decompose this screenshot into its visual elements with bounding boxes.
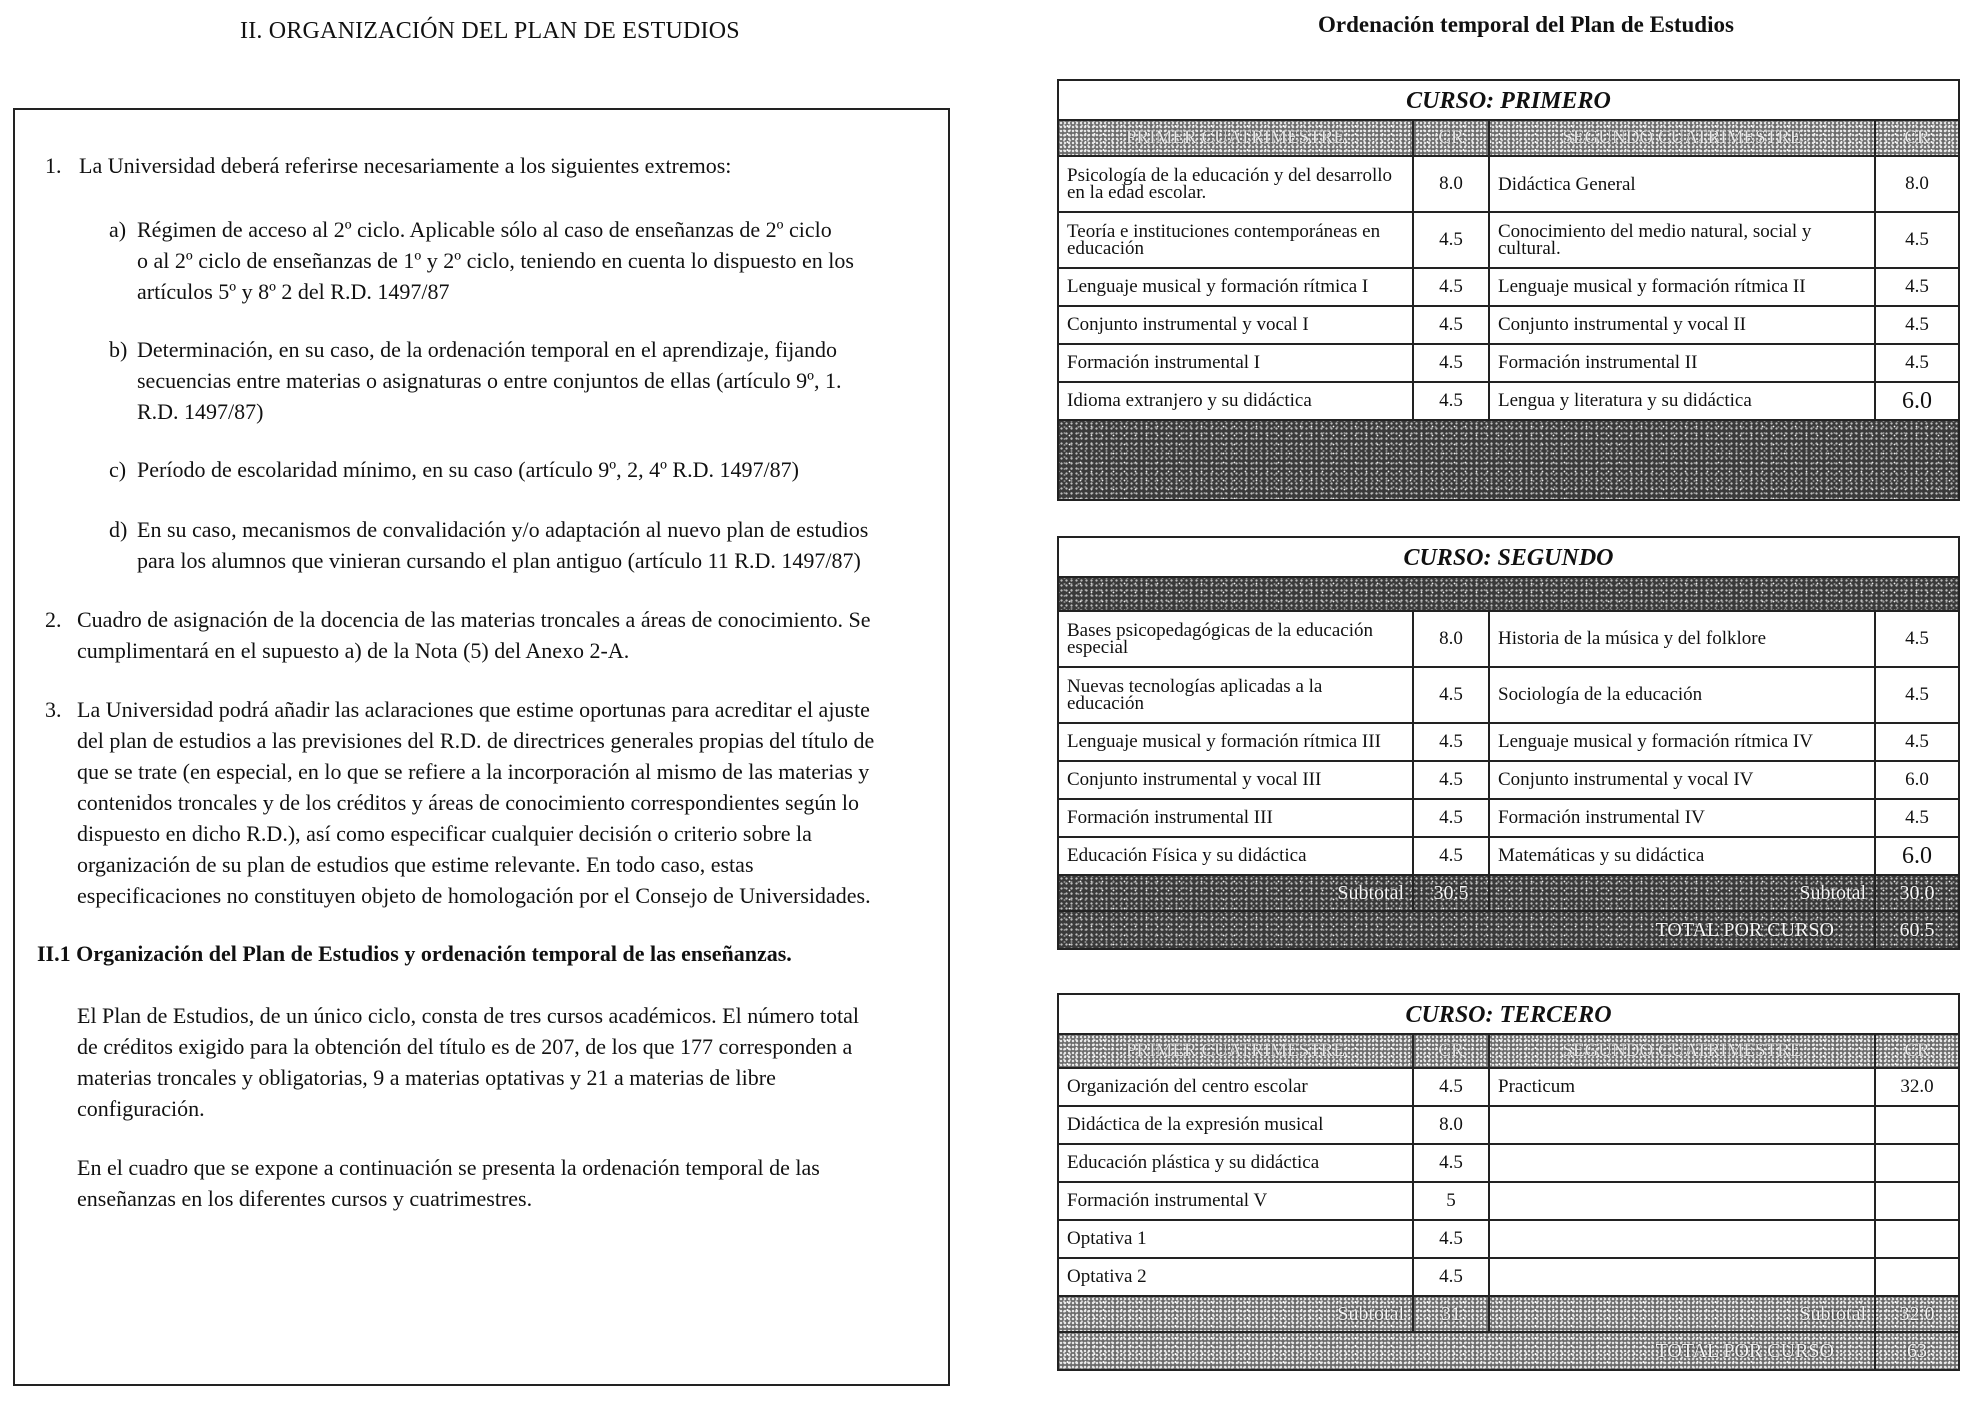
subject-cell: Didáctica General — [1490, 157, 1876, 211]
subject-cell: Formación instrumental II — [1490, 345, 1876, 381]
item-1-text: La Universidad deberá referirse necesariamente a los siguientes extremos: — [79, 153, 732, 178]
subtotal-value: 30.0 — [1899, 881, 1935, 904]
credit-cell — [1876, 1221, 1958, 1257]
table-row — [1059, 1221, 1958, 1259]
credit-cell: 8.0 — [1905, 173, 1929, 194]
subject-cell: Lenguaje musical y formación rítmica IV — [1490, 724, 1876, 760]
subitem-b-line-1: Determinación, en su caso, de la ordenación temporal en el aprendizaje, fijando — [137, 337, 838, 362]
table-row — [1059, 307, 1958, 345]
subitem-b-line-2: secuencias entre materias o asignaturas o entre conjuntos de ellas (artículo 9º, 1. — [137, 368, 842, 393]
totals-band — [1059, 421, 1958, 499]
subject-cell: Idioma extranjero y su didáctica — [1059, 383, 1414, 419]
right-page-title: Ordenación temporal del Plan de Estudios — [1318, 12, 1734, 37]
paragraph-2-line: enseñanzas en los diferentes cursos y cuatrimestres. — [77, 1186, 533, 1211]
credit-cell: 4.5 — [1905, 628, 1929, 649]
subject-cell: Organización del centro escolar — [1059, 1069, 1414, 1105]
subject-cell: Optativa 1 — [1059, 1221, 1414, 1257]
item-1-number: 1. — [45, 153, 62, 178]
subtotal-label: Subtotal — [1490, 1297, 1876, 1331]
subject-cell: Optativa 2 — [1059, 1259, 1414, 1295]
credit-cell: 4.5 — [1414, 383, 1490, 419]
second-semester-header: SEGUNDO CUATRIMESTRE — [1490, 1035, 1876, 1067]
credit-cell: 4.5 — [1414, 1145, 1490, 1181]
subject-cell: Matemáticas y su didáctica — [1490, 838, 1876, 874]
credit-cell: 6.0 — [1902, 842, 1932, 869]
credits-header: CR — [1414, 121, 1490, 155]
subitem-d-letter: d) — [109, 517, 128, 542]
credit-cell: 4.5 — [1414, 269, 1490, 305]
item-2-number: 2. — [45, 607, 62, 632]
subject-cell: Educación plástica y su didáctica — [1059, 1145, 1414, 1181]
total-label: TOTAL POR CURSO — [1059, 912, 1876, 948]
subitem-a — [109, 214, 909, 307]
subitem-d-line-1: En su caso, mecanismos de convalidación y/o adaptación al nuevo plan de estudios — [137, 517, 869, 542]
table-row — [1059, 383, 1958, 421]
credit-cell: 8.0 — [1414, 1107, 1490, 1143]
subitem-c-line-1: Período de escolaridad mínimo, en su caso (artículo 9º, 2, 4º R.D. 1497/87) — [137, 457, 799, 482]
credit-cell: 4.5 — [1905, 352, 1929, 373]
subject-cell: Conjunto instrumental y vocal III — [1059, 762, 1414, 798]
left-page-box — [13, 108, 950, 1386]
table-row — [1059, 213, 1958, 269]
credits-header: CR — [1904, 127, 1930, 148]
subitem-b-line-3: R.D. 1497/87) — [137, 399, 264, 424]
credit-cell: 6.0 — [1902, 387, 1932, 414]
subitem-d — [109, 514, 909, 576]
subject-cell: Historia de la música y del folklore — [1490, 612, 1876, 666]
table-row — [1059, 800, 1958, 838]
first-semester-header: PRIMER CUATRIMESTRE — [1059, 121, 1414, 155]
credit-cell: 4.5 — [1905, 684, 1929, 705]
item-3-line: del plan de estudios a las previsiones del R.D. de directrices generales propias del título de — [77, 728, 875, 753]
subitem-b-letter: b) — [109, 337, 128, 362]
credit-cell: 4.5 — [1905, 229, 1929, 250]
total-row — [1059, 912, 1958, 948]
subject-cell — [1490, 1145, 1876, 1181]
semester-header-row — [1059, 121, 1958, 157]
subtotal-label: Subtotal — [1059, 1297, 1414, 1331]
subject-cell: Didáctica de la expresión musical — [1059, 1107, 1414, 1143]
subitem-a-line-2: o al 2º ciclo de enseñanzas de 1º y 2º ciclo, teniendo en cuenta lo dispuesto en los — [137, 248, 854, 273]
paragraph-1-line: El Plan de Estudios, de un único ciclo, consta de tres cursos académicos. El número total — [77, 1003, 860, 1028]
credit-cell: 4.5 — [1414, 724, 1490, 760]
subject-cell: Formación instrumental I — [1059, 345, 1414, 381]
subject-cell: Nuevas tecnologías aplicadas a la educación — [1059, 668, 1414, 722]
subtotal-label: Subtotal — [1059, 876, 1414, 910]
left-page-title: II. ORGANIZACIÓN DEL PLAN DE ESTUDIOS — [240, 18, 740, 44]
credit-cell: 4.5 — [1414, 800, 1490, 836]
credit-cell: 4.5 — [1414, 307, 1490, 343]
table-row — [1059, 838, 1958, 876]
subitem-a-line-3: artículos 5º y 8º 2 del R.D. 1497/87 — [137, 279, 450, 304]
table-row — [1059, 762, 1958, 800]
subtotal-row — [1059, 1297, 1958, 1333]
credit-cell — [1876, 1107, 1958, 1143]
subject-cell: Lenguaje musical y formación rítmica II — [1490, 269, 1876, 305]
credit-cell: 4.5 — [1414, 668, 1490, 722]
table-row — [1059, 1183, 1958, 1221]
subject-cell: Conocimiento del medio natural, social y cultural. — [1490, 213, 1876, 267]
item-3-line: que se trate (en especial, en lo que se refiere a la incorporación al mismo de las materias y — [77, 759, 870, 784]
credit-cell: 4.5 — [1414, 213, 1490, 267]
credit-cell: 32.0 — [1900, 1076, 1934, 1097]
item-3-line: dispuesto en dicho R.D.), así como especificar cualquier decisión o criterio sobre la — [77, 821, 812, 846]
item-2-line-2: cumplimentará en el supuesto a) de la Nota (5) del Anexo 2-A. — [77, 638, 630, 663]
subject-cell: Formación instrumental IV — [1490, 800, 1876, 836]
subject-cell — [1490, 1107, 1876, 1143]
course-title: CURSO: PRIMERO — [1059, 81, 1958, 121]
total-value: 60.5 — [1899, 918, 1935, 941]
subitem-c — [109, 454, 909, 485]
table-row — [1059, 612, 1958, 668]
paragraph-1-line: de créditos exigido para la obtención del título es de 207, de los que 177 corresponden a — [77, 1034, 853, 1059]
subject-cell: Formación instrumental III — [1059, 800, 1414, 836]
subitem-d-line-2: para los alumnos que vinieran cursando el plan antiguo (artículo 11 R.D. 1497/87) — [137, 548, 861, 573]
table-row — [1059, 1069, 1958, 1107]
table-row — [1059, 345, 1958, 383]
paragraph-2-line: En el cuadro que se expone a continuación se presenta la ordenación temporal de las — [77, 1155, 820, 1180]
section-heading: II.1 Organización del Plan de Estudios y ordenación temporal de las enseñanzas. — [37, 941, 792, 966]
credit-cell: 5 — [1414, 1183, 1490, 1219]
paragraph-2 — [77, 1152, 820, 1214]
subject-cell: Conjunto instrumental y vocal I — [1059, 307, 1414, 343]
subtotal-label: Subtotal — [1490, 876, 1876, 910]
table-row — [1059, 1107, 1958, 1145]
paragraph-1 — [77, 1000, 859, 1124]
subject-cell: Practicum — [1490, 1069, 1876, 1105]
subject-cell: Teoría e instituciones contemporáneas en educación — [1059, 213, 1414, 267]
item-3 — [45, 694, 925, 911]
credit-cell: 4.5 — [1414, 1221, 1490, 1257]
course-title: CURSO: TERCERO — [1059, 995, 1958, 1035]
total-value: 63 — [1907, 1339, 1927, 1362]
subject-cell: Bases psicopedagógicas de la educación especial — [1059, 612, 1414, 666]
credit-cell: 4.5 — [1905, 276, 1929, 297]
table-row — [1059, 1259, 1958, 1297]
credit-cell — [1876, 1183, 1958, 1219]
credit-cell — [1876, 1259, 1958, 1295]
credit-cell: 4.5 — [1905, 731, 1929, 752]
subitem-b — [109, 334, 909, 427]
subtotal-value: 32.0 — [1899, 1302, 1935, 1325]
table-row — [1059, 668, 1958, 724]
first-semester-header: PRIMER CUATRIMESTRE — [1059, 1035, 1414, 1067]
subitem-a-line-1: Régimen de acceso al 2º ciclo. Aplicable sólo al caso de enseñanzas de 2º ciclo — [137, 217, 832, 242]
credit-cell: 8.0 — [1414, 612, 1490, 666]
credit-cell: 4.5 — [1905, 807, 1929, 828]
credit-cell: 4.5 — [1414, 1259, 1490, 1295]
subject-cell — [1490, 1259, 1876, 1295]
item-3-line: organización de su plan de estudios que estime relevante. En todo caso, estas — [77, 852, 754, 877]
item-3-line: La Universidad podrá añadir las aclaraciones que estime oportunas para acreditar el ajuste — [77, 697, 870, 722]
subject-cell — [1490, 1183, 1876, 1219]
table-row — [1059, 157, 1958, 213]
subtotal-row — [1059, 876, 1958, 912]
table-row — [1059, 1145, 1958, 1183]
semester-header-row — [1059, 578, 1958, 612]
credit-cell: 4.5 — [1905, 314, 1929, 335]
semester-header-row — [1059, 1035, 1958, 1069]
course-primero-table — [1057, 79, 1960, 501]
credit-cell: 4.5 — [1414, 345, 1490, 381]
subject-cell: Educación Física y su didáctica — [1059, 838, 1414, 874]
subtotal-value: 30.5 — [1414, 876, 1490, 910]
paragraph-1-line: materias troncales y obligatorias, 9 a materias optativas y 21 a materias de libre — [77, 1065, 776, 1090]
total-label: TOTAL POR CURSO — [1059, 1333, 1876, 1369]
total-row — [1059, 1333, 1958, 1369]
subject-cell: Lenguaje musical y formación rítmica I — [1059, 269, 1414, 305]
subtotal-value: 31 — [1414, 1297, 1490, 1331]
paragraph-1-line: configuración. — [77, 1096, 205, 1121]
table-row — [1059, 269, 1958, 307]
subject-cell: Lengua y literatura y su didáctica — [1490, 383, 1876, 419]
course-tercero-table — [1057, 993, 1960, 1371]
subitem-c-letter: c) — [109, 457, 127, 482]
subject-cell: Conjunto instrumental y vocal IV — [1490, 762, 1876, 798]
credits-header: CR — [1414, 1035, 1490, 1067]
subject-cell: Formación instrumental V — [1059, 1183, 1414, 1219]
subitem-a-letter: a) — [109, 217, 127, 242]
credit-cell: 4.5 — [1414, 838, 1490, 874]
subject-cell: Conjunto instrumental y vocal II — [1490, 307, 1876, 343]
credit-cell: 4.5 — [1414, 1069, 1490, 1105]
course-segundo-table — [1057, 536, 1960, 950]
item-2 — [45, 604, 925, 666]
credit-cell: 8.0 — [1414, 157, 1490, 211]
course-title: CURSO: SEGUNDO — [1059, 538, 1958, 578]
subject-cell: Sociología de la educación — [1490, 668, 1876, 722]
second-semester-header: SEGUNDO CUATRIMESTRE — [1490, 121, 1876, 155]
credit-cell: 6.0 — [1905, 769, 1929, 790]
item-3-number: 3. — [45, 697, 62, 722]
credit-cell: 4.5 — [1414, 762, 1490, 798]
subject-cell — [1490, 1221, 1876, 1257]
item-2-line-1: Cuadro de asignación de la docencia de las materias troncales a áreas de conocimiento. Se — [77, 607, 871, 632]
subject-cell: Lenguaje musical y formación rítmica III — [1059, 724, 1414, 760]
item-3-line: especificaciones no constituyen objeto de homologación por el Consejo de Universidades. — [77, 883, 871, 908]
subject-cell: Psicología de la educación y del desarrollo en la edad escolar. — [1059, 157, 1414, 211]
item-3-line: contenidos troncales y de los créditos y áreas de conocimiento correspondientes según lo — [77, 790, 859, 815]
credit-cell — [1876, 1145, 1958, 1181]
credits-header: CR — [1904, 1040, 1930, 1061]
table-row — [1059, 724, 1958, 762]
